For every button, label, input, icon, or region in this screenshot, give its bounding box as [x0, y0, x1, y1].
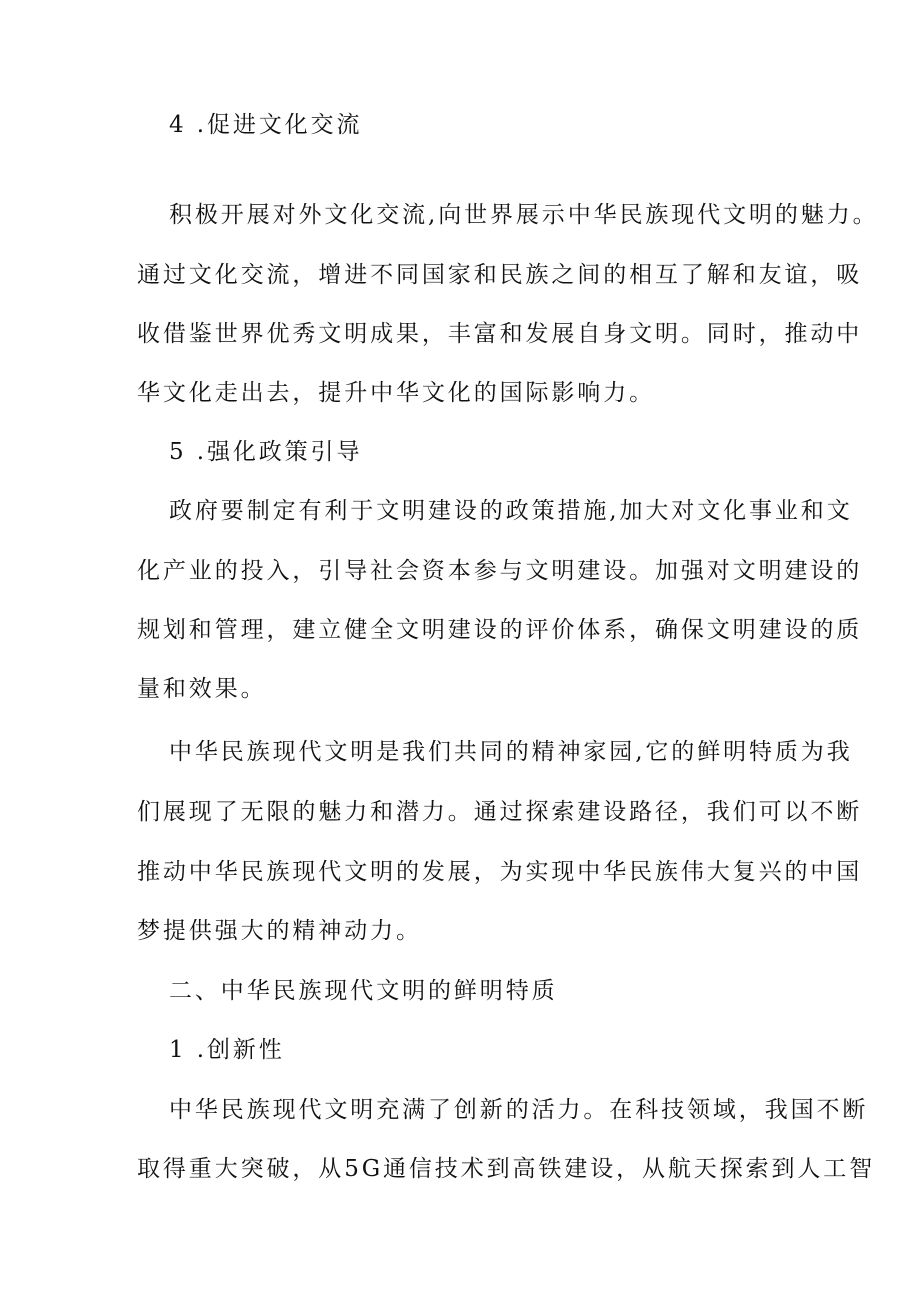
paragraph-line: 化产业的投入，引导社会资本参与文明建设。加强对文明建设的 [137, 558, 863, 584]
section-heading: 5 .强化政策引导 [169, 439, 363, 465]
paragraph-line: 梦提供强大的精神动力。 [137, 918, 422, 944]
paragraph-line: 华文化走出去，提升中华文化的国际影响力。 [137, 380, 655, 406]
paragraph-line: 们展现了无限的魅力和潜力。通过探索建设路径，我们可以不断 [137, 799, 863, 825]
paragraph-line: 取得重大突破，从5G通信技术到高铁建设，从航天探索到人工智 [137, 1156, 876, 1182]
chapter-heading: 二、中华民族现代文明的鲜明特质 [169, 978, 558, 1004]
paragraph-line: 收借鉴世界优秀文明成果，丰富和发展自身文明。同时，推动中 [137, 321, 863, 347]
paragraph-line: 推动中华民族现代文明的发展，为实现中华民族伟大复兴的中国 [137, 859, 863, 885]
paragraph-line: 中华民族现代文明充满了创新的活力。在科技领域，我国不断 [169, 1097, 869, 1123]
section-heading: 4 .促进文化交流 [169, 112, 363, 138]
paragraph-line: 政府要制定有利于文明建设的政策措施,加大对文化事业和文 [169, 498, 853, 524]
paragraph-line: 量和效果。 [137, 676, 267, 702]
paragraph-line: 通过文化交流，增进不同国家和民族之间的相互了解和友谊，吸 [137, 262, 863, 288]
section-heading: 1 .创新性 [169, 1037, 285, 1063]
paragraph-line: 规划和管理，建立健全文明建设的评价体系，确保文明建设的质 [137, 617, 863, 643]
paragraph-line: 中华民族现代文明是我们共同的精神家园,它的鲜明特质为我 [169, 739, 853, 765]
paragraph-line: 积极开展对外文化交流,向世界展示中华民族现代文明的魅力。 [169, 202, 879, 228]
